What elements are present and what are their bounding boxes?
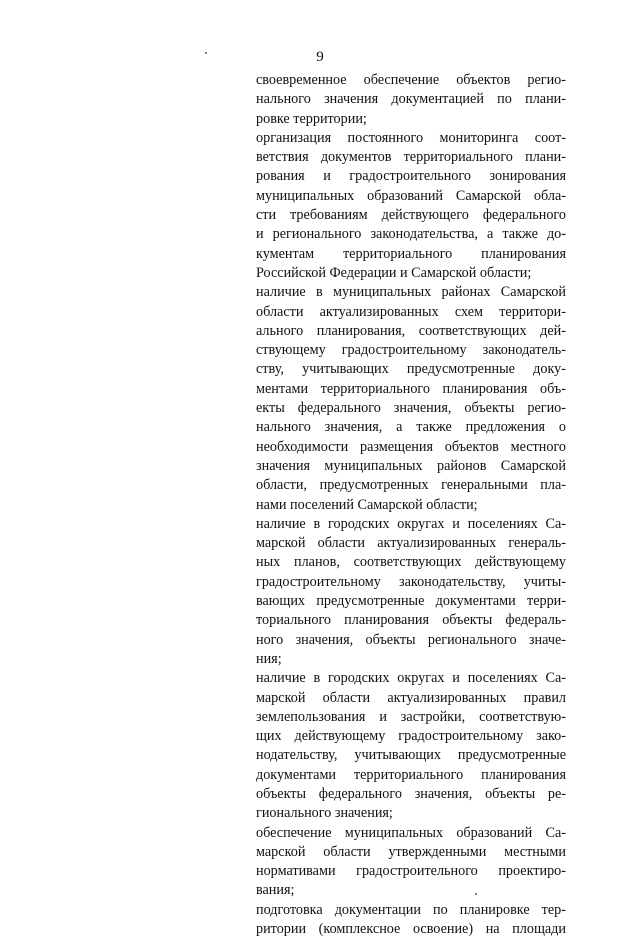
- text-line: гионального значения;: [256, 805, 393, 822]
- text-line: нодательству, учитывающих предусмотренные: [256, 747, 566, 764]
- text-line: ния;: [256, 650, 282, 667]
- body-text: [256, 71, 566, 939]
- text-line: Российской Федерации и Самарской области;: [256, 264, 532, 281]
- text-line: ного значения, объекты регионального значе-: [256, 631, 566, 648]
- text-line: вания;: [256, 882, 295, 899]
- text-line: ториального планирования объекты федераль-: [256, 612, 566, 629]
- text-line: наличие в городских округах и поселениях Са-: [256, 670, 566, 687]
- text-line: ритории (комплексное освоение) на площади: [256, 921, 566, 938]
- text-line: наличие в городских округах и поселениях Са-: [256, 515, 566, 532]
- text-line: и регионального законодательства, а также до-: [256, 226, 566, 243]
- page-number: 9: [316, 49, 324, 65]
- text-line: ального планирования, соответствующих дей-: [256, 322, 566, 339]
- text-line: марской области актуализированных генераль-: [256, 535, 566, 552]
- text-line: сти требованиям действующего федерального: [256, 207, 566, 224]
- text-line: нального значения документацией по плани-: [256, 91, 566, 108]
- text-line: ных планов, соответствующих действующему: [256, 554, 566, 571]
- text-line: нами поселений Самарской области;: [256, 496, 478, 513]
- text-line: ментами территориального планирования объ-: [256, 380, 566, 397]
- scan-speck: [205, 52, 207, 54]
- text-line: области актуализированных схем территори-: [256, 303, 566, 320]
- text-line: необходимости размещения объектов местного: [256, 438, 566, 455]
- text-line: ровке территории;: [256, 110, 367, 127]
- text-line: землепользования и застройки, соответствую-: [256, 708, 566, 725]
- scan-speck: [475, 893, 477, 895]
- text-line: ству, учитывающих предусмотренные доку-: [256, 361, 566, 378]
- text-line: ствующему градостроительному законодатель-: [256, 342, 566, 359]
- text-line: екты федерального значения, объекты регио-: [256, 400, 566, 417]
- text-line: муниципальных образований Самарской обла-: [256, 187, 566, 204]
- text-line: обеспечение муниципальных образований Са-: [256, 824, 566, 841]
- text-line: ветствия документов территориального плани-: [256, 149, 566, 166]
- text-line: кументам территориального планирования: [256, 245, 566, 262]
- text-line: подготовка документации по планировке тер-: [256, 901, 566, 918]
- text-line: нормативами градостроительного проектиро-: [256, 863, 566, 880]
- text-line: градостроительному законодательству, учиты-: [256, 573, 566, 590]
- text-line: наличие в муниципальных районах Самарской: [256, 284, 566, 301]
- text-line: организация постоянного мониторинга соот-: [256, 129, 566, 146]
- text-line: марской области утвержденными местными: [256, 843, 566, 860]
- text-line: документами территориального планирования: [256, 766, 566, 783]
- text-line: рования и градостроительного зонирования: [256, 168, 566, 185]
- text-line: значения муниципальных районов Самарской: [256, 457, 566, 474]
- text-line: щих действующему градостроительному зако-: [256, 728, 566, 745]
- text-line: своевременное обеспечение объектов регио-: [256, 72, 566, 88]
- text-line: вающих предусмотренные документами терри-: [256, 593, 566, 610]
- text-line: области, предусмотренных генеральными пла-: [256, 477, 566, 494]
- text-line: марской области актуализированных правил: [256, 689, 566, 706]
- text-line: нального значения, а также предложения о: [256, 419, 566, 436]
- text-line: объекты федерального значения, объекты ре-: [256, 785, 566, 802]
